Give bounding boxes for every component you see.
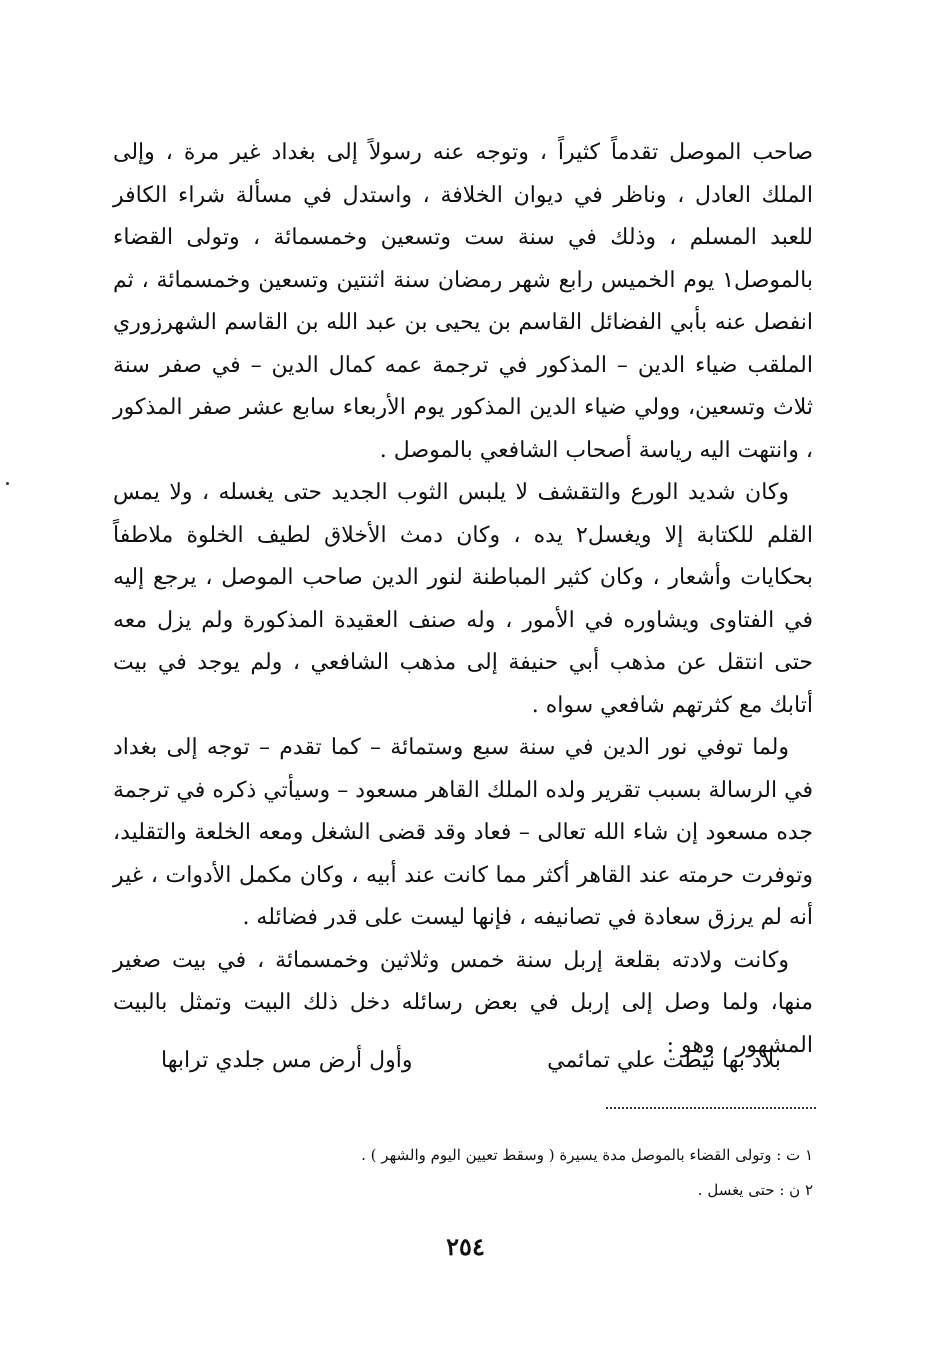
paragraph-2: وكان شديد الورع والتقشف لا يلبس الثوب الجديد حتى يغسله ، ولا يمس القلم للكتابة إلا ويغسل٢ يده ، وكان دمث الأخلاق لطيف الخلوة ملاطفاً بحكايات وأشعار ، وكان كثير المباطنة لنور الدين صاحب الموصل ، يرجع إليه في الفتاوى ويشاوره في الأمور ، وله صنف العقيدة المذكورة ولم يزل معه حتى انتقل عن مذهب أبي حنيفة إلى مذهب الشافعي ، ولم يوجد في بيت أتابك مع كثرتهم شافعي سواه . <box>113 480 813 718</box>
footnote-2: ٢ ن : حتى يغسل . <box>697 1181 813 1199</box>
paragraph-1: صاحب الموصل تقدماً كثيراً ، وتوجه عنه رسولاً إلى بغداد غير مرة ، وإلى الملك العادل ، وناظر في ديوان الخلافة ، واستدل في مسألة شراء الكافر للعبد المسلم ، وذلك في سنة ست وتسعين وخمسمائة ، وتولى القضاء بالموصل١ يوم الخميس رابع شهر رمضان سنة اثنتين وتسعين وخمسمائة ، ثم انفصل عنه بأبي الفضائل القاسم بن يحيى بن عبد الله بن القاسم الشهرزوري الملقب ضياء الدين – المذكور في ترجمة عمه كمال الدين – في صفر سنة ثلاث وتسعين، وولي ضياء الدين المذكور يوم الأربعاء سابع عشر صفر المذكور ، وانتهت اليه رياسة أصحاب الشافعي بالموصل . <box>113 140 813 463</box>
paragraph-4: وكانت ولادته بقلعة إربل سنة خمس وثلاثين وخمسمائة ، في بيت صغير منها، ولما وصل إلى إربل في بعض رسائله دخل ذلك البيت وتمثل بالبيت المشهور ، وهو : <box>113 947 813 1058</box>
poetry-verse <box>161 1040 781 1082</box>
main-text <box>113 132 813 1067</box>
margin-mark <box>6 482 9 485</box>
paragraph-3: ولما توفي نور الدين في سنة سبع وستمائة – كما تقدم – توجه إلى بغداد في الرسالة بسبب تقرير ولده الملك القاهر مسعود – وسيأتي ذكره في ترجمة جده مسعود إن شاء الله تعالى – فعاد وقد قضى الشغل ومعه الخلعة والتقليد، وتوفرت حرمته عند القاهر أكثر مما كانت عند أبيه ، وكان مكمل الأدوات ، غير أنه لم يرزق سعادة في تصانيفه ، فإنها ليست على قدر فضائله . <box>113 735 813 930</box>
verse-first-hemistich: بلاد بها نيطت علي تمائمي <box>547 1048 781 1073</box>
verse-second-hemistich: وأول أرض مس جلدي ترابها <box>161 1048 413 1073</box>
footnote-1: ١ ت : وتولى القضاء بالموصل مدة يسيرة ( وسقط تعيين اليوم والشهر ) . <box>361 1146 813 1164</box>
page-number: ٢٥٤ <box>446 1232 485 1261</box>
footnote-separator <box>606 1107 816 1109</box>
footnotes <box>113 1138 813 1208</box>
